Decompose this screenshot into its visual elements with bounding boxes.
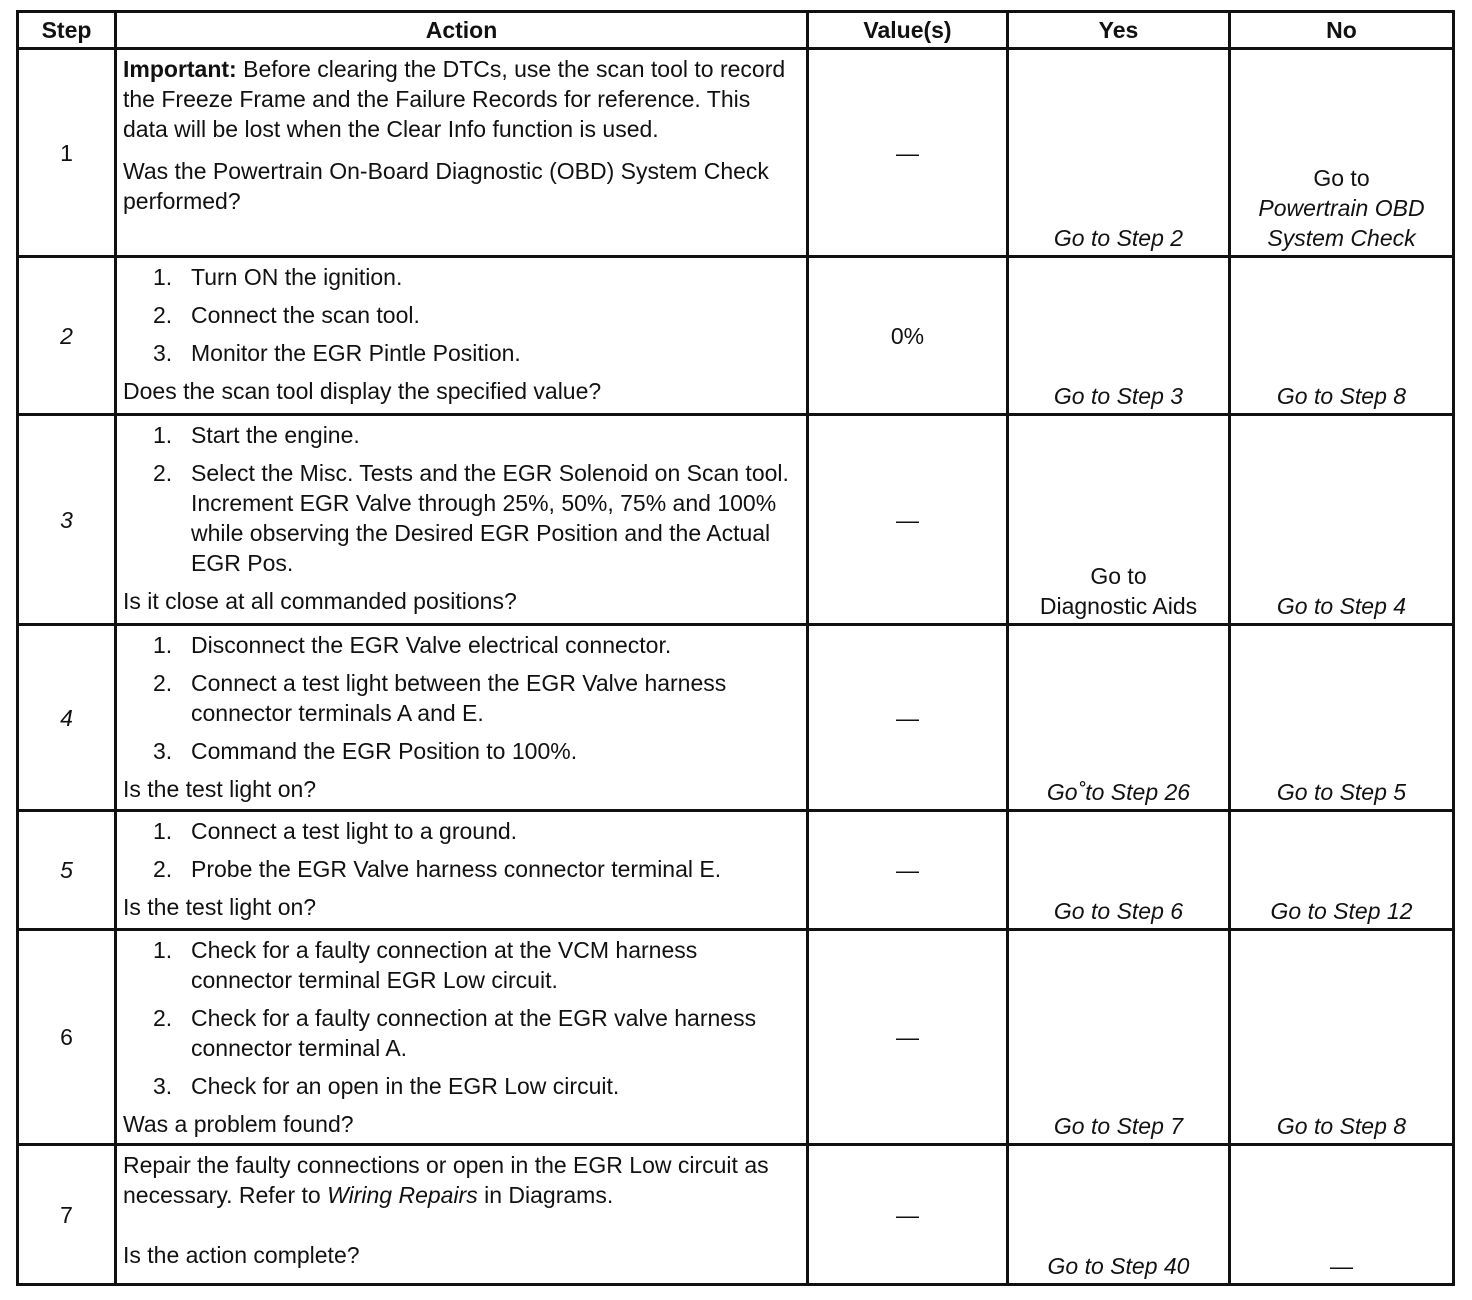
no-goto-link-line1[interactable]: Powertrain OBD	[1258, 195, 1425, 221]
yes-goto-prefix: Go to	[1090, 563, 1147, 589]
no-cell	[1230, 257, 1454, 415]
question-text: Was a problem found?	[123, 1111, 354, 1137]
step-list	[123, 420, 800, 578]
yes-goto-link[interactable]: Go˚to Step 26	[1046, 779, 1191, 805]
no-goto-link[interactable]: Go to Step 4	[1276, 593, 1407, 619]
step-number: 6	[18, 930, 116, 1145]
action-cell	[116, 625, 808, 811]
yes-cell	[1008, 49, 1230, 257]
table-row	[18, 415, 1454, 625]
list-item: 2. Check for a faulty connection at the EGR valve harness connector terminal A.	[153, 1005, 757, 1061]
yes-cell	[1008, 415, 1230, 625]
step-number: 3	[18, 415, 116, 625]
diagnostic-table	[16, 10, 1455, 1286]
no-goto-prefix: Go to	[1313, 165, 1370, 191]
no-cell	[1230, 811, 1454, 930]
step-number: 1	[18, 49, 116, 257]
header-step: Step	[18, 12, 116, 49]
question-text: Is it close at all commanded positions?	[123, 588, 517, 614]
question-text: Does the scan tool display the specified value?	[123, 378, 602, 404]
yes-goto-link[interactable]: Go to Step 6	[1053, 898, 1184, 924]
question-text: Is the action complete?	[123, 1242, 360, 1268]
no-goto-link[interactable]: Go to Step 12	[1270, 898, 1413, 924]
no-cell	[1230, 625, 1454, 811]
list-item: 1. Check for a faulty connection at the VCM harness connector terminal EGR Low circuit.	[153, 937, 698, 993]
list-item: 1. Turn ON the ignition.	[153, 264, 403, 290]
table-row	[18, 49, 1454, 257]
step-list	[123, 262, 800, 368]
yes-goto-link[interactable]: Go to Step 40	[1047, 1253, 1190, 1279]
step-number: 5	[18, 811, 116, 930]
header-no: No	[1230, 12, 1454, 49]
list-item: 2. Connect the scan tool.	[153, 302, 420, 328]
list-item: 1. Connect a test light to a ground.	[153, 818, 518, 844]
value-cell: —	[808, 930, 1008, 1145]
value-cell: —	[808, 49, 1008, 257]
yes-cell	[1008, 625, 1230, 811]
wiring-repairs-link[interactable]: Wiring Repairs	[327, 1182, 478, 1208]
header-values: Value(s)	[808, 12, 1008, 49]
question-text: Is the test light on?	[123, 894, 317, 920]
action-cell	[116, 1145, 808, 1285]
list-item: 3. Check for an open in the EGR Low circuit.	[153, 1073, 620, 1099]
no-goto-link[interactable]: Go to Step 5	[1276, 779, 1407, 805]
header-row	[18, 12, 1454, 49]
question-text: Is the test light on?	[123, 776, 317, 802]
step-list	[123, 935, 800, 1101]
yes-goto-link[interactable]: Go to Step 2	[1053, 225, 1184, 251]
list-item: 3. Monitor the EGR Pintle Position.	[153, 340, 521, 366]
yes-cell	[1008, 257, 1230, 415]
yes-cell	[1008, 811, 1230, 930]
no-cell: —	[1230, 1145, 1454, 1285]
value-cell: —	[808, 1145, 1008, 1285]
action-cell	[116, 930, 808, 1145]
step-number: 7	[18, 1145, 116, 1285]
no-goto-link-line2[interactable]: System Check	[1267, 225, 1416, 251]
table-row	[18, 811, 1454, 930]
table-row	[18, 930, 1454, 1145]
table-row	[18, 1145, 1454, 1285]
step-list	[123, 630, 800, 766]
no-cell	[1230, 930, 1454, 1145]
header-action: Action	[116, 12, 808, 49]
table-row	[18, 257, 1454, 415]
no-cell	[1230, 415, 1454, 625]
important-note	[123, 54, 800, 144]
value-cell: 0%	[808, 257, 1008, 415]
yes-goto-link[interactable]: Diagnostic Aids	[1039, 593, 1198, 619]
important-text: Before clearing the DTCs, use the scan tool to record the Freeze Frame and the Failure Records for reference. This data will be lost when the Clear Info function is used.	[123, 56, 786, 142]
question-text: Was the Powertrain On-Board Diagnostic (OBD) System Check performed?	[123, 158, 769, 214]
table-row	[18, 625, 1454, 811]
value-cell: —	[808, 811, 1008, 930]
repair-instruction: Repair the faulty connections or open in the EGR Low circuit as necessary. Refer to Wiring Repairs in Diagrams.	[123, 1152, 769, 1208]
step-list	[123, 816, 800, 884]
yes-goto-link[interactable]: Go to Step 7	[1053, 1113, 1184, 1139]
value-cell: —	[808, 625, 1008, 811]
yes-cell	[1008, 930, 1230, 1145]
list-item: 1. Disconnect the EGR Valve electrical connector.	[153, 632, 672, 658]
action-cell	[116, 811, 808, 930]
yes-goto-link[interactable]: Go to Step 3	[1053, 383, 1184, 409]
list-item: 1. Start the engine.	[153, 422, 360, 448]
header-yes: Yes	[1008, 12, 1230, 49]
action-cell	[116, 49, 808, 257]
value-cell: —	[808, 415, 1008, 625]
list-item: 2. Select the Misc. Tests and the EGR Solenoid on Scan tool. Increment EGR Valve through 25%, 50%, 75% and 100% while observing the Desired EGR Position and the Actual EGR Pos.	[153, 460, 789, 576]
step-number: 4	[18, 625, 116, 811]
yes-cell	[1008, 1145, 1230, 1285]
list-item: 2. Connect a test light between the EGR Valve harness connector terminals A and E.	[153, 670, 727, 726]
no-goto-link[interactable]: Go to Step 8	[1276, 1113, 1407, 1139]
list-item: 2. Probe the EGR Valve harness connector terminal E.	[153, 856, 722, 882]
list-item: 3. Command the EGR Position to 100%.	[153, 738, 578, 764]
no-goto-link[interactable]: Go to Step 8	[1276, 383, 1407, 409]
important-label: Important:	[123, 56, 237, 82]
step-number: 2	[18, 257, 116, 415]
no-cell	[1230, 49, 1454, 257]
action-cell	[116, 415, 808, 625]
action-cell	[116, 257, 808, 415]
